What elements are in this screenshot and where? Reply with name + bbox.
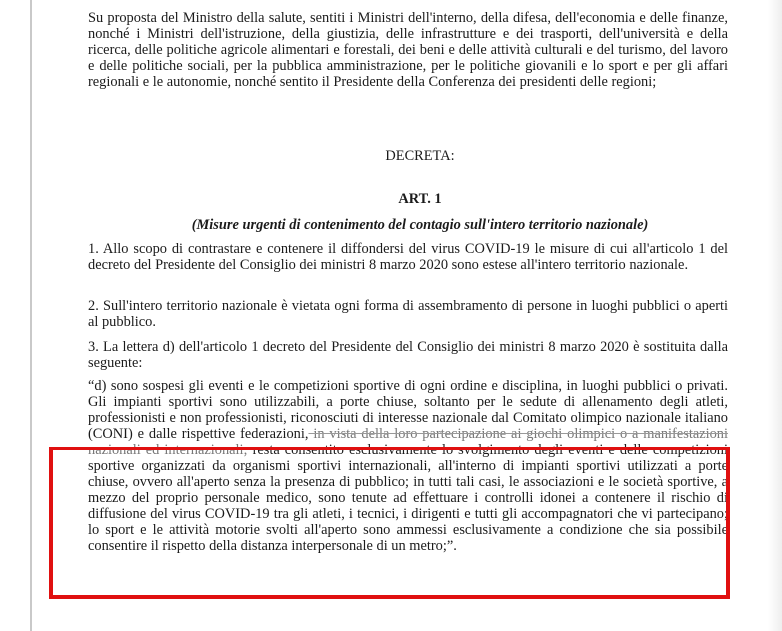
article-title: ART. 1 bbox=[398, 191, 442, 207]
paragraph-1: 1. Allo scopo di contrastare e contenere il diffondersi del virus COVID-19 le misure di cui all'articolo 1 del decreto del Presidente del Consiglio dei ministri 8 marzo 2020 sono estese all'intero territorio nazionale. bbox=[88, 241, 728, 273]
page-right-shadow bbox=[768, 0, 782, 631]
decreta-heading: DECRETA: bbox=[385, 148, 455, 164]
paragraph-d-highlighted-text: resta consentito esclusivamente lo svolgimento degli eventi e delle competizioni sportive organizzati da organismi sportivi internazionali, all'interno di impianti sportivi utilizzati a porte chiuse, ovvero all'aperto senza la presenza di pubblico; in tutti tali casi, le associazioni e le società sportive, a mezzo del proprio personale medico, sono tenute ad effettuare i controlli idonei a contenere il rischio di diffusione del virus COVID-19 tra gli atleti, i tecnici, i dirigenti e tutti gli accompagnatori che vi partecipano; lo sport e le attività motorie svolti all'aperto sono ammessi esclusivamente a condizione che sia possibile consentire il rispetto della distanza interpersonale di un metro;”. bbox=[88, 442, 728, 554]
paragraph-d-start: “d) sono sospesi gli eventi e le competizioni sportive di ogni ordine e disciplina, in luoghi pubblici o privati. Gli impianti sportivi sono utilizzabili, a porte chiuse, soltanto per le sedute di allenamento degli atleti, professionisti e non professionisti, riconosciuti di interesse nazionale dal Comitato olimpico nazionale italiano (CONI) e dalle rispettive federazioni, bbox=[88, 378, 728, 442]
article-subtitle: (Misure urgenti di contenimento del contagio sull'intero territorio nazionale) bbox=[191, 217, 649, 233]
page-edge-line bbox=[30, 0, 32, 631]
intro-paragraph: Su proposta del Ministro della salute, sentiti i Ministri dell'interno, della difesa, dell'economia e delle finanze, nonché i Ministri dell'istruzione, della giustizia, delle infrastrutture e dei trasporti, dell'università e della ricerca, delle politiche agricole alimentari e forestali, dei beni e delle attività culturali e del turismo, del lavoro e delle politiche sociali, per la pubblica amministrazione, per le politiche giovanili e lo sport e per gli affari regionali e le autonomie, nonché sentito il Presidente della Conferenza dei presidenti delle regioni; bbox=[88, 10, 728, 90]
paragraph-d-struck-text: in vista della loro partecipazione ai giochi olimpici o a manifestazioni nazionali ed internazionali; bbox=[88, 426, 728, 458]
paragraph-letter-d bbox=[88, 378, 728, 554]
paragraph-3: 3. La lettera d) dell'articolo 1 decreto del Presidente del Consiglio dei ministri 8 marzo 2020 è sostituita dalla seguente: bbox=[88, 339, 728, 371]
paragraph-2: 2. Sull'intero territorio nazionale è vietata ogni forma di assembramento di persone in luoghi pubblici o aperti al pubblico. bbox=[88, 298, 728, 330]
